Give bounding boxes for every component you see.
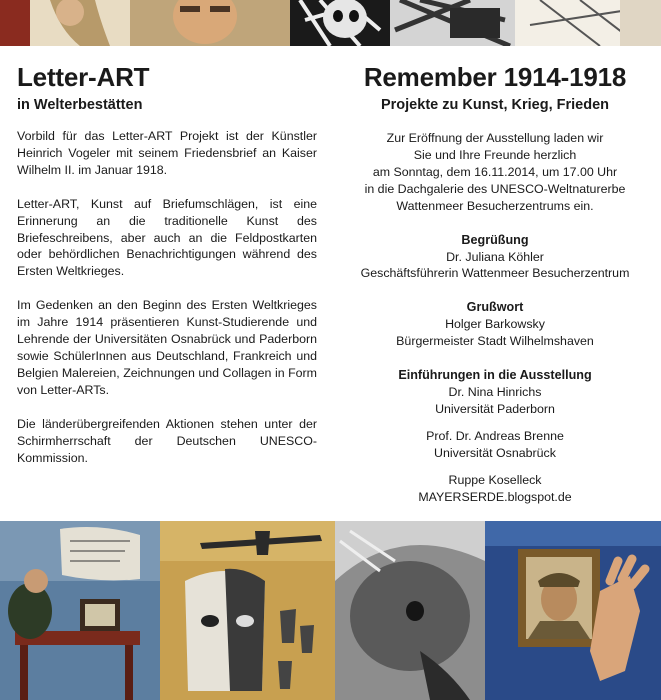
top-artwork-strip (0, 0, 661, 46)
paragraph-letter-art: Letter-ART, Kunst auf Briefumschlägen, ist eine Erinnerung an die traditionelle Kunst des Briefeschreibens, aber auch an die Feldpostkarten oder behördlichen Benachrichtigungen während des Ersten Weltkrieges. (17, 196, 317, 279)
speaker-name: Dr. Nina Hinrichs (448, 385, 542, 400)
invitation-line: am Sonntag, dem 16.11.2014, um 17.00 Uhr (372, 164, 618, 179)
introductions-section (343, 367, 647, 505)
letter-art-subtitle: in Welterbestätten (17, 97, 143, 113)
speaker-role: Universität Osnabrück (434, 445, 556, 460)
top-painting-collage (0, 0, 661, 46)
greeting-name: Dr. Juliana Köhler (446, 249, 544, 264)
greeting-role: Geschäftsführerin Wattenmeer Besucherzentrum (360, 266, 630, 281)
letter-art-column (17, 63, 317, 466)
invitation-line: Sie und Ihre Freunde herzlich (413, 147, 577, 162)
bottom-painting-collage (0, 521, 661, 700)
address-name: Holger Barkowsky (445, 317, 545, 332)
remember-title: Remember 1914-1918 (363, 62, 627, 92)
greeting-section (343, 232, 647, 283)
invitation-line: Zur Eröffnung der Ausstellung laden wir (386, 131, 604, 145)
invitation-line: Wattenmeer Besucherzentrums ein. (396, 198, 594, 213)
letter-art-title: Letter-ART (17, 62, 150, 92)
paragraph-gedenken: Im Gedenken an den Beginn des Ersten Weltkrieges im Jahre 1914 präsentieren Kunst-Studierende und Lehrende der Universitäten Osnabrück und Paderborn sowie SchülerInnen aus Deutschland, Frankreich und Belgien Malereien, Zeichnungen und Collagen in Form von Letter-ARTs. (17, 298, 317, 397)
introductions-heading: Einführungen in die Ausstellung (398, 368, 592, 383)
paragraph-schirmherrschaft: Die länderübergreifenden Aktionen stehen unter der Schirmherrschaft der Deutschen UNESCO-Kommission. (17, 416, 317, 465)
invitation-text (343, 130, 647, 215)
speaker-name: Prof. Dr. Andreas Brenne (426, 428, 564, 443)
speaker-role: Universität Paderborn (435, 402, 555, 417)
speaker-name: Ruppe Koselleck (448, 472, 542, 487)
greeting-heading: Begrüßung (461, 232, 529, 247)
invitation-line: in die Dachgalerie des UNESCO-Weltnaturerbe (364, 181, 626, 196)
address-section (343, 299, 647, 350)
speaker-block (343, 428, 647, 462)
address-role: Bürgermeister Stadt Wilhelmshaven (396, 334, 594, 349)
bottom-artwork-strip (0, 521, 661, 700)
speaker-block (343, 472, 647, 506)
blog-url: MAYERSERDE.blogspot.de (418, 489, 572, 504)
remember-column (343, 63, 647, 506)
address-heading: Grußwort (466, 300, 524, 315)
remember-subtitle: Projekte zu Kunst, Krieg, Frieden (380, 97, 609, 113)
paragraph-vorbild: Vorbild für das Letter-ART Projekt ist der Künstler Heinrich Vogeler mit seinem Friedensbrief an Kaiser Wilhelm II. im Januar 1918. (17, 129, 317, 177)
